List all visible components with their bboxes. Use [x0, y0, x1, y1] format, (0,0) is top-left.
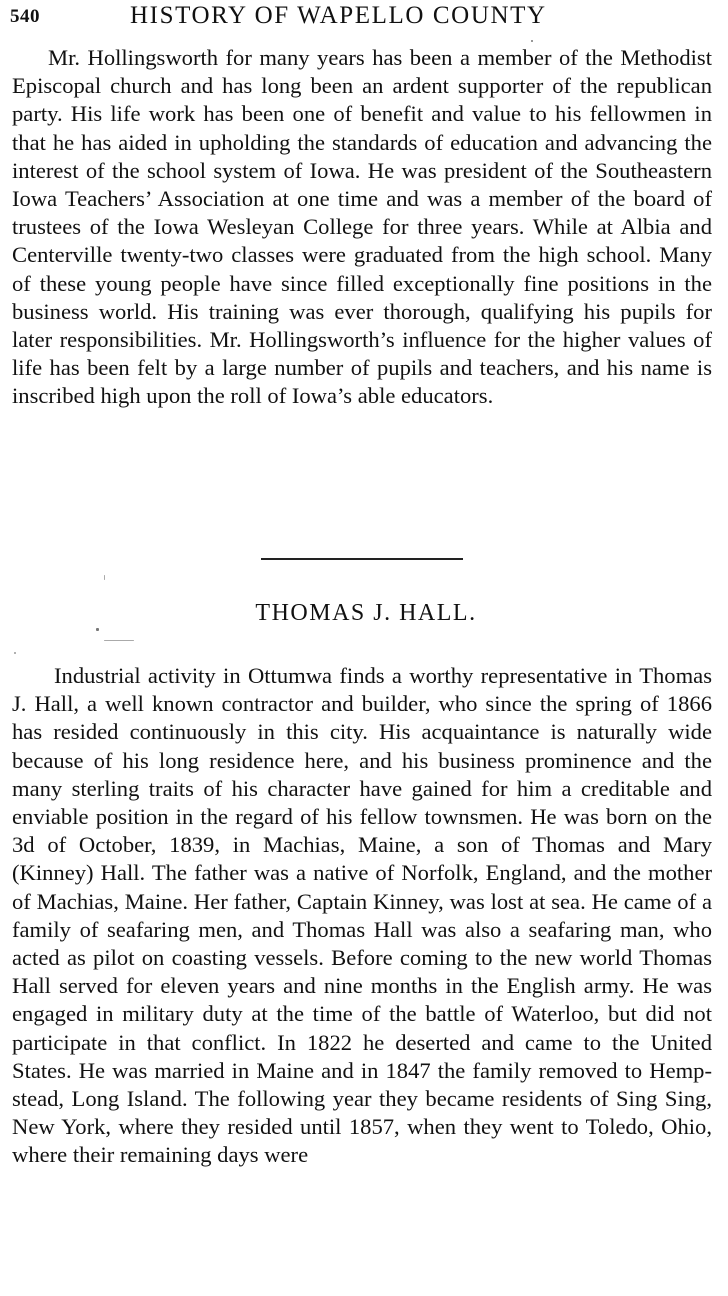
paragraph-thomas-hall: Industrial activity in Ottumwa finds a worthy representative in Thomas J. Hall, a well known contractor and builder, who since the spring of 1866 has resided continuously in this city. His acquaintance is naturally wide because of his long residence here, and his business prominence and the many sterling traits of his character have gained for him a creditable and enviable position in the regard of his fellow townsmen. He was born on the 3d of October, 1839, in Machias, Maine, a son of Thomas and Mary (Kinney) Hall. The father was a native of Norfolk, England, and the mother of Machias, Maine. Her father, Captain Kinney, was lost at sea. He came of a family of seafaring men, and Thomas Hall was also a seafaring man, who acted as pilot on coasting vessels. Before coming to the new world Thomas Hall served for eleven years and nine months in the English army. He was engaged in military duty at the time of the battle of Waterloo, but did not participate in that conflict. In 1822 he deserted and came to the United States. He was married in Maine and in 1847 the family removed to Hempstead, Long Island. The following year they became residents of Sing Sing, New York, where they resided until 1857, when they went to Toledo, Ohio, where their remaining days were [12, 663, 712, 1168]
section-divider [261, 558, 463, 560]
scan-speck [104, 575, 105, 580]
scan-speck [14, 652, 16, 654]
section-heading: THOMAS J. HALL. [255, 600, 477, 626]
scan-speck [96, 628, 99, 631]
paragraph-hollingsworth: Mr. Hollingsworth for many years has been a member of the Methodist Episcopal church and has long been an ardent supporter of the republican party. His life work has been one of benefit and value to his fellowmen in that he has aided in upholding the standards of education and advancing the interest of the school system of Iowa. He was president of the Southeastern Iowa Teachers’ Association at one time and was a member of the board of trustees of the Iowa Wesleyan College for three years. While at Albia and Centerville twenty-two classes were graduated from the high school. Many of these young people have since filled exceptionally fine positions in the business world. His training was ever thorough, qualifying his pupils for later responsibilities. Mr. Hollingsworth’s influence for the higher values of life has been felt by a large number of pupils and teachers, and his name is inscribed high upon the roll of Iowa’s able educators. [12, 45, 712, 409]
page-number: 540 [10, 6, 40, 27]
running-head [10, 2, 716, 32]
scan-speck [531, 40, 533, 42]
running-title: HISTORY OF WAPELLO COUNTY [130, 2, 547, 29]
scan-speck [104, 640, 134, 641]
